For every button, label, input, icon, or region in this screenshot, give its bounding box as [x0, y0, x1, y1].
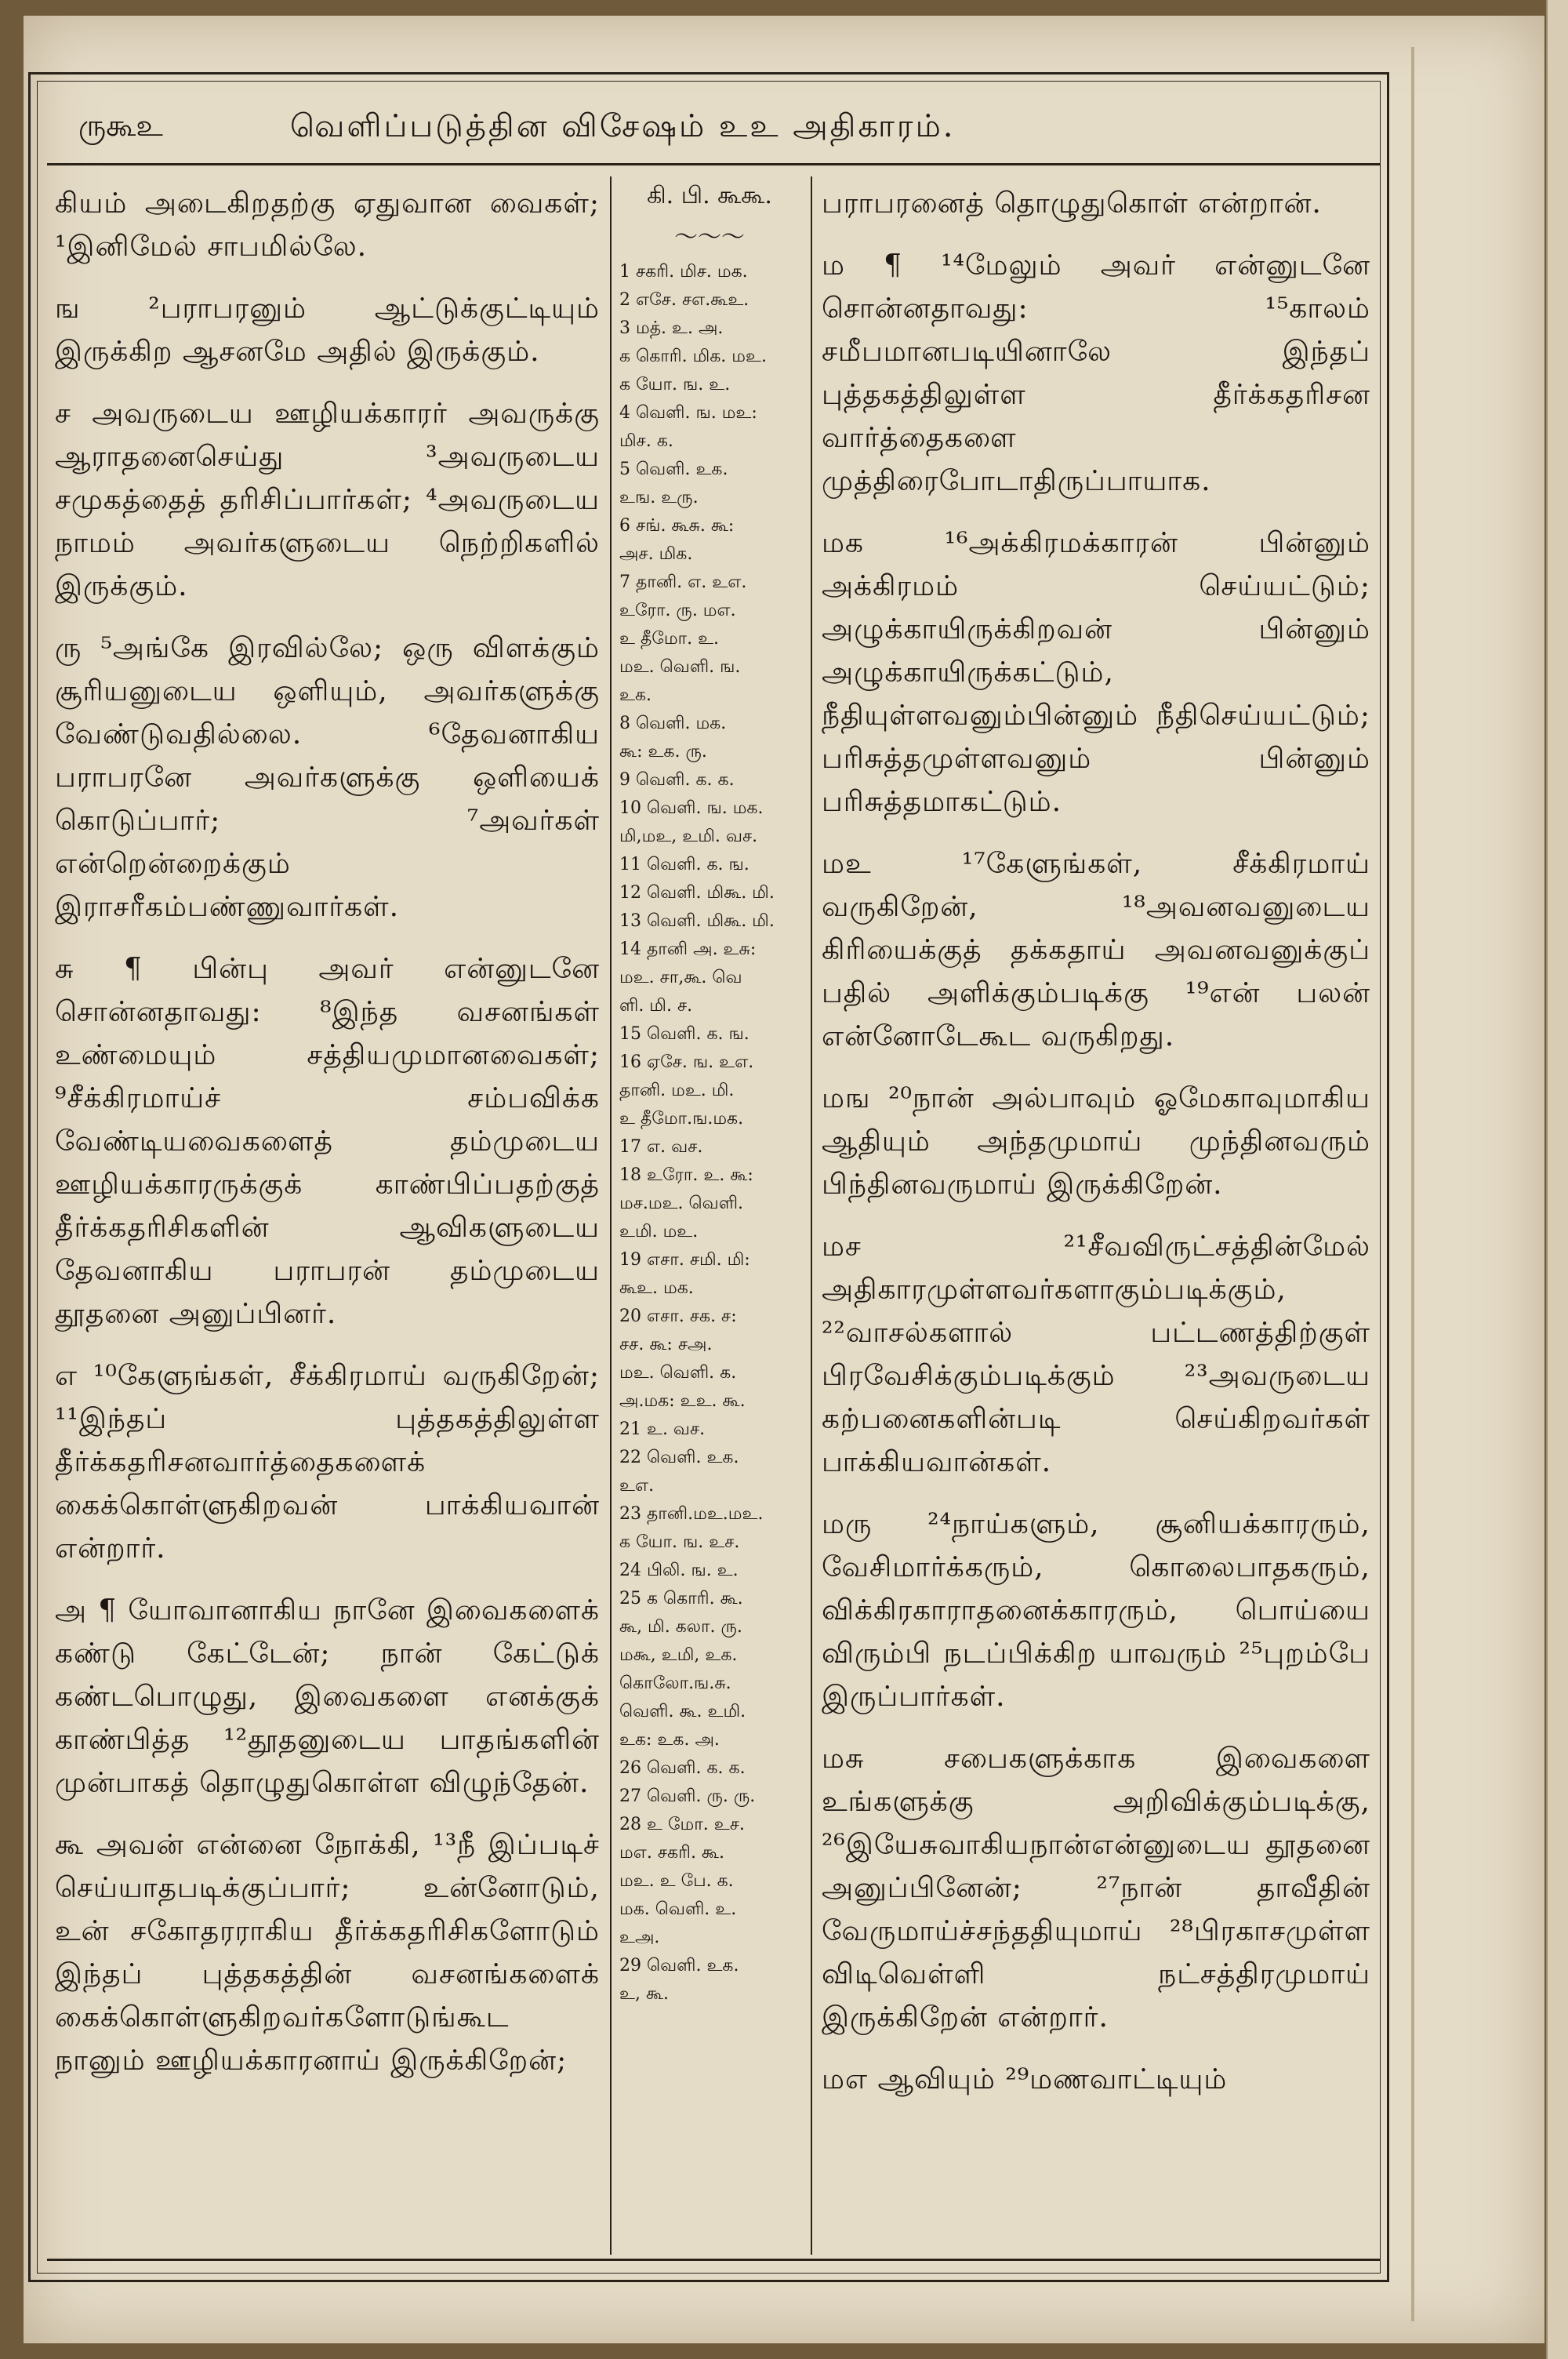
right-text-column	[822, 182, 1370, 2120]
cross-reference: 3 மத். உ. அ.	[619, 318, 724, 338]
cross-reference: மி,மஉ, உமி. வச.	[619, 827, 758, 846]
cross-reference: கூ, மி. கலா. ரு.	[619, 1617, 742, 1637]
cross-reference: உரோ. ரு. மஎ.	[619, 601, 736, 620]
verse-paragraph: மக ¹⁶அக்கிரமக்காரன் பின்னும் அக்கிரமம் செய்யட்டும்; அழுக்காயிருக்கிறவன் பின்னும் அழுக்காயிருக்கட்டும், நீதியுள்ளவனும்பின்னும் நீதிசெய்யட்டும்; பரிசுத்தமுள்ளவனும் பின்னும் பரிசுத்தமாகட்டும்.	[822, 527, 1370, 818]
cross-reference: 10 வெளி. ங. மக.	[619, 798, 764, 818]
left-text-column	[55, 182, 600, 2101]
cross-reference: உஎ.	[619, 1476, 655, 1496]
cross-reference: 14 தானி அ. உசு:	[619, 940, 757, 959]
column-divider-left	[610, 176, 612, 2255]
cross-reference: மகூ, உமி, உக.	[619, 1645, 738, 1665]
verse-paragraph: கியம் அடைகிறதற்கு ஏதுவான வைகள்; ¹இனிமேல் சாபமில்லே.	[55, 187, 600, 263]
reference-list	[619, 260, 800, 2007]
cross-reference: மக. வெளி. உ.	[619, 1899, 737, 1919]
cross-reference: ளி. மி. ச.	[619, 996, 693, 1016]
cross-reference: 15 வெளி. க. ங.	[619, 1024, 750, 1044]
verse-paragraph: மச ²¹சீவவிருட்சத்தின்மேல் அதிகாரமுள்ளவர்களாகும்படிக்கும், ²²வாசல்களால் பட்டணத்திற்குள் பிரவேசிக்கும்படிக்கும் ²³அவருடைய கற்பனைகளின்படி செய்கிறவர்கள் பாக்கியவான்கள்.	[822, 1230, 1370, 1478]
cross-reference: கூஉ. மக.	[619, 1278, 694, 1298]
cross-reference: வெளி. கூ. உமி.	[619, 1702, 746, 1721]
cross-reference: உ தீமோ.ங.மக.	[619, 1109, 744, 1129]
cross-reference: உங. உரு.	[619, 488, 699, 507]
cross-reference: 27 வெளி. ரு. ரு.	[619, 1787, 756, 1806]
page-margin-shadow	[1411, 47, 1414, 2321]
cross-reference: மஉ. வெளி. க.	[619, 1363, 737, 1383]
cross-reference: 7 தானி. எ. உஎ.	[619, 572, 747, 592]
cross-reference: மஉ. உ பே. க.	[619, 1871, 734, 1891]
cross-reference: உக.	[619, 685, 652, 705]
cross-reference: 1 சகரி. மிச. மக.	[619, 262, 748, 282]
bottom-rule	[47, 2259, 1380, 2261]
verse-paragraph: மஉ ¹⁷கேளுங்கள், சீக்கிரமாய் வருகிறேன், ¹⁸அவனவனுடைய கிரியைக்குத் தக்கதாய் அவனவனுக்குப் பதில் அளிக்கும்படிக்கு ¹⁹என் பலன் என்னோடேகூட வருகிறது.	[822, 848, 1370, 1052]
verse-paragraph: ம ¶ ¹⁴மேலும் அவர் என்னுடனே சொன்னதாவது: ¹⁵காலம் சமீபமானபடியினாலே இந்தப் புத்தகத்திலுள்ள தீர்க்கதரிசன வார்த்தைகளை முத்திரைபோடாதிருப்பாயாக.	[822, 249, 1370, 497]
cross-reference: 28 உ மோ. உச.	[619, 1815, 745, 1834]
cross-reference: மிச. க.	[619, 431, 673, 451]
cross-reference: 19 எசா. சமி. மி:	[619, 1250, 750, 1270]
verse-paragraph: பராபரனைத் தொழுதுகொள் என்றான்.	[822, 187, 1322, 220]
cross-reference: 13 வெளி. மிகூ. மி.	[619, 911, 775, 931]
verse-paragraph: எ ¹⁰கேளுங்கள், சீக்கிரமாய் வருகிறேன்; ¹¹இந்தப் புத்தகத்திலுள்ள தீர்க்கதரிசனவார்த்தைகளைக் கைக்கொள்ளுகிறவன் பாக்கியவான் என்றார்.	[55, 1360, 600, 1565]
cross-reference: 17 எ. வச.	[619, 1137, 703, 1157]
column-divider-right	[811, 176, 812, 2255]
cross-reference: 5 வெளி. உக.	[619, 460, 728, 479]
cross-reference: கொலோ.ங.சு.	[619, 1674, 731, 1693]
cross-reference: அச. மிக.	[619, 544, 693, 564]
cross-reference: 16 ஏசே. ங. உஎ.	[619, 1052, 754, 1072]
cross-reference: கூ: உக. ரு.	[619, 742, 707, 761]
cross-reference: உக: உக. அ.	[619, 1730, 720, 1750]
verse-paragraph: சு ¶ பின்பு அவர் என்னுடனே சொன்னதாவது: ⁸இந்த வசனங்கள் உண்மையும் சத்தியமுமானவைகள்; ⁹சீக்கிரமாய்ச் சம்பவிக்க வேண்டியவைகளைத் தம்முடைய ஊழியக்காரருக்குக் காண்பிப்பதற்குத் தீர்க்கதரிசிகளின் ஆவிகளுடைய தேவனாகிய பராபரன் தம்முடைய தூதனை அனுப்பினர்.	[55, 953, 600, 1330]
page-title: வெளிப்படுத்தின விசேஷம் உஉ அதிகாரம்.	[290, 108, 956, 144]
cross-reference: சச. கூ: சஅ.	[619, 1335, 713, 1354]
cross-reference: 20 எசா. சக. ச:	[619, 1307, 737, 1326]
cross-reference: அ.மக: உஉ. கூ.	[619, 1391, 746, 1411]
cross-reference: 12 வெளி. மிகூ. மி.	[619, 883, 775, 903]
cross-reference: மச.மஉ. வெளி.	[619, 1194, 744, 1213]
cross-reference: 25 க கொரி. கூ.	[619, 1589, 743, 1608]
page-header	[47, 93, 1380, 165]
cross-reference: 26 வெளி. க. க.	[619, 1758, 746, 1778]
cross-reference: க யோ. ங. உ.	[619, 375, 731, 394]
cross-reference: மஎ. சகரி. கூ.	[619, 1843, 724, 1863]
cross-reference: 22 வெளி. உக.	[619, 1448, 739, 1467]
verse-paragraph: ரு ⁵அங்கே இரவில்லே; ஒரு விளக்கும் சூரியனுடைய ஒளியும், அவர்களுக்கு வேண்டுவதில்லை. ⁶தேவனாகிய பராபரனே அவர்களுக்கு ஒளியைக் கொடுப்பார்; ⁷அவர்கள் என்றென்றைக்கும் இராசரீகம்பண்ணுவார்கள்.	[55, 632, 600, 923]
verse-paragraph: கூ அவன் என்னை நோக்கி, ¹³நீ இப்படிச் செய்யாதபடிக்குப்பார்; உன்னோடும், உன் சகோதரராகிய தீர்க்கதரிசிகளோடும் இந்தப் புத்தகத்தின் வசனங்களைக் கைக்கொள்ளுகிறவர்களோடுங்கூட நானும் ஊழியக்காரனாய் இருக்கிறேன்;	[55, 1829, 600, 2077]
verse-paragraph: ங ²பராபரனும் ஆட்டுக்குட்டியும் இருக்கிற ஆசனமே அதில் இருக்கும்.	[55, 293, 600, 368]
adjacent-page-edge	[1546, 0, 1568, 2359]
cross-reference: 6 சங். கூசு. கூ:	[619, 516, 735, 536]
cross-reference: 8 வெளி. மக.	[619, 714, 727, 733]
cross-reference: 29 வெளி. உக.	[619, 1956, 739, 1976]
cross-reference: உமி. மஉ.	[619, 1222, 699, 1241]
reference-column	[619, 182, 800, 2010]
verse-paragraph: மங ²⁰நான் அல்பாவும் ஓமேகாவுமாகிய ஆதியும் அந்தமுமாய் முந்தினவரும் பிந்தினவருமாய் இருக்கிறேன்.	[822, 1082, 1370, 1201]
cross-reference: உஅ.	[619, 1928, 660, 1947]
cross-reference: க யோ. ங. உச.	[619, 1532, 740, 1552]
cross-reference: 18 உரோ. உ. கூ:	[619, 1165, 753, 1185]
cross-reference: க கொரி. மிக. மஉ.	[619, 347, 767, 366]
page-number: ருகூஉ	[78, 108, 163, 143]
cross-reference: மஉ. வெளி. ங.	[619, 657, 741, 677]
ornament-flourish: ～～～	[674, 224, 745, 251]
cross-reference: 11 வெளி. க. ங.	[619, 855, 750, 874]
reference-heading: கி. பி. கூகூ.	[647, 182, 772, 209]
verse-paragraph: மரு ²⁴நாய்களும், சூனியக்காரரும், வேசிமார்க்கரும், கொலைபாதகரும், விக்கிரகாராதனைக்காரரும், பொய்யை விரும்பி நடப்பிக்கிற யாவரும் ²⁵புறம்பே இருப்பார்கள்.	[822, 1508, 1370, 1713]
cross-reference: 2 எசே. சஎ.கூஉ.	[619, 290, 750, 310]
verse-paragraph: அ ¶ யோவானாகிய நானே இவைகளைக் கண்டு கேட்டேன்; நான் கேட்டுக் கண்டபொழுது, இவைகளை எனக்குக் காண்பித்த ¹²தூதனுடைய பாதங்களின் முன்பாகத் தொழுதுகொள்ள விழுந்தேன்.	[55, 1594, 600, 1799]
cross-reference: 4 வெளி. ங. மஉ:	[619, 403, 757, 423]
cross-reference: 9 வெளி. க. க.	[619, 770, 735, 790]
cross-reference: மஉ. சா,கூ. வெ	[619, 968, 742, 987]
cross-reference: 23 தானி.மஉ.மஉ.	[619, 1504, 764, 1524]
verse-paragraph: மஎ ஆவியும் ²⁹மணவாட்டியும்	[822, 2063, 1228, 2095]
cross-reference: உ, கூ.	[619, 1984, 670, 2004]
cross-reference: 24 பிலி. ங. உ.	[619, 1561, 739, 1580]
verse-paragraph: மசு சபைகளுக்காக இவைகளை உங்களுக்கு அறிவிக்கும்படிக்கு, ²⁶இயேசுவாகியநான்என்னுடைய தூதனை அனுப்பினேன்; ²⁷நான் தாவீதின் வேருமாய்ச்சந்ததியுமாய் ²⁸பிரகாசமுள்ள விடிவெள்ளி நட்சத்திரமுமாய் இருக்கிறேன் என்றார்.	[822, 1743, 1370, 2034]
cross-reference: உ தீமோ. உ.	[619, 629, 720, 649]
cross-reference: 21 உ. வச.	[619, 1419, 706, 1439]
verse-paragraph: ச அவருடைய ஊழியக்காரர் அவருக்கு ஆராதனைசெய்து ³அவருடைய சமுகத்தைத் தரிசிப்பார்கள்; ⁴அவருடைய நாமம் அவர்களுடைய நெற்றிகளில் இருக்கும்.	[55, 398, 600, 602]
cross-reference: தானி. மஉ. மி.	[619, 1081, 735, 1100]
